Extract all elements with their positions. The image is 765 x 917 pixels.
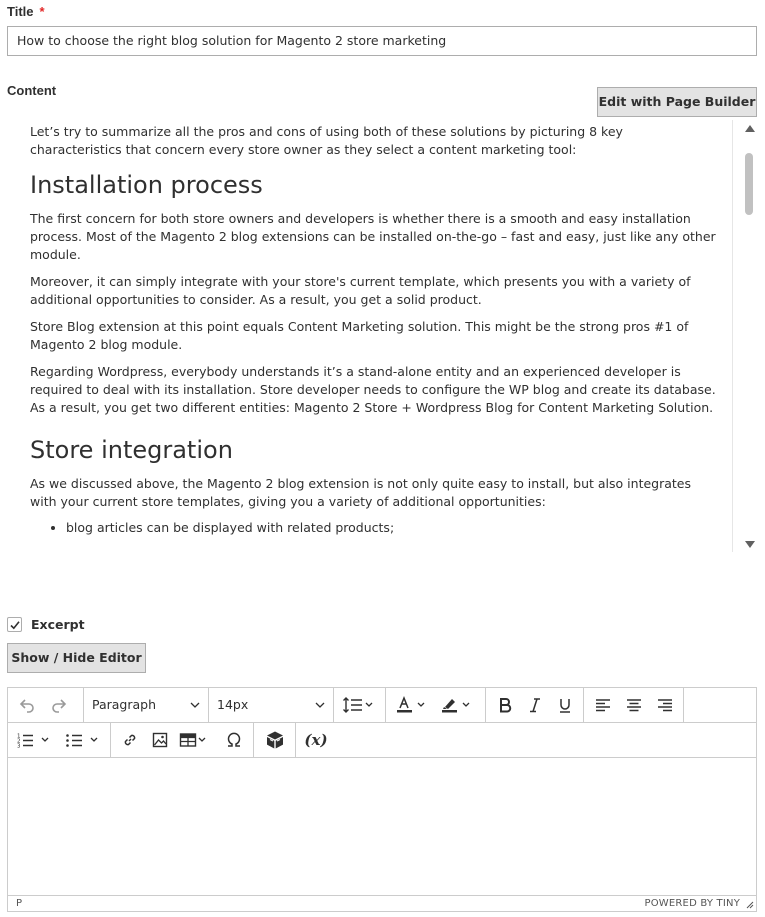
excerpt-checkbox[interactable] [7,617,22,632]
italic-button[interactable] [521,693,549,717]
line-height-group [334,688,386,722]
underline-button[interactable] [551,693,579,717]
numbered-list-button[interactable] [13,728,57,752]
content-preview-body [15,120,733,552]
widget-cube-icon [265,730,285,750]
chevron-down-icon [190,693,200,725]
font-size-select[interactable] [209,693,333,717]
content-list-item: • blog articles can be displayed with related products; [66,519,717,537]
align-left-icon [594,697,612,713]
align-center-icon [625,697,643,713]
bold-button[interactable] [491,693,519,717]
align-right-button[interactable] [651,693,679,717]
color-group [386,688,486,722]
bullet-list-button[interactable] [62,728,106,752]
history-group [8,688,84,722]
checkmark-icon [9,619,21,631]
content-paragraph: The first concern for both store owners and developers is whether there is a smooth and easy installation process. Most of the Magento 2 blog extensions can be installed on-the-go – fast and easy, just like any other module. [30,211,716,262]
line-height-button[interactable] [340,693,380,717]
image-icon [151,731,169,749]
content-paragraph: Store Blog extension at this point equals Content Marketing solution. This might be the strong pros #1 of Magento 2 blog module. [30,319,689,352]
resize-handle-icon[interactable] [744,899,754,914]
title-input[interactable]: How to choose the right blog solution for Magento 2 store marketing [7,26,757,56]
content-list [30,519,717,537]
content-paragraph: Moreover, it can simply integrate with your store's current template, which presents you with a variety of additional opportunities to consider. As a result, you get a solid product. [30,274,691,307]
show-hide-editor-button[interactable]: Show / Hide Editor [7,643,146,673]
content-label: Content [7,83,57,98]
font-size-group [209,688,334,722]
image-button[interactable] [146,728,174,752]
element-path[interactable]: P [16,898,23,909]
powered-by-tiny-link[interactable]: POWERED BY TINY [644,898,740,909]
insert-widget-button[interactable] [261,728,289,752]
table-button[interactable] [176,728,216,752]
widget-group [254,723,296,757]
highlight-color-button[interactable] [437,693,477,717]
toolbar-row-2 [8,723,756,758]
align-left-button[interactable] [589,693,617,717]
insert-variable-button[interactable]: (x) [304,731,328,749]
link-icon [121,731,139,749]
bullet-list-icon [64,731,104,749]
title-label-text: Title [7,4,34,19]
content-paragraph: Let’s try to summarize all the pros and cons of using both of these solutions by picturing 8 key characteristics that concern every store owner as they select a content marketing tool: [30,124,623,157]
text-color-button[interactable] [392,693,432,717]
align-right-icon [656,697,674,713]
italic-icon [527,696,543,714]
scroll-down-arrow-icon[interactable] [745,541,755,548]
chevron-down-icon [315,693,325,725]
svg-text:1: 1 [17,733,21,740]
link-button[interactable] [116,728,144,752]
excerpt-label: Excerpt [31,617,85,632]
svg-text:2: 2 [17,738,21,745]
special-character-button[interactable] [220,728,248,752]
variable-group [296,723,336,757]
required-mark: * [39,4,45,19]
title-label [7,4,45,19]
content-heading: Store integration [30,436,233,464]
svg-text:3: 3 [17,743,21,749]
content-heading: Installation process [30,171,263,199]
scroll-thumb[interactable] [745,153,753,215]
underline-icon [557,696,573,714]
block-format-group [84,688,209,722]
omega-icon [225,731,243,749]
text-style-group [486,688,584,722]
block-format-value: Paragraph [92,697,157,712]
highlighter-icon [439,695,475,715]
block-format-select[interactable] [84,693,208,717]
content-paragraph: As we discussed above, the Magento 2 blog extension is not only quite easy to install, but also integrates with your current store templates, giving you a variety of additional opportunities: [30,476,691,509]
table-icon [178,731,214,749]
editor-statusbar [8,895,756,911]
toolbar-row-1 [8,688,756,723]
redo-button[interactable] [45,693,73,717]
numbered-list-icon [15,731,55,749]
list-group [8,723,111,757]
insert-group [111,723,254,757]
content-preview[interactable] [15,120,757,552]
undo-icon [18,696,36,714]
edit-with-page-builder-button[interactable]: Edit with Page Builder [597,87,757,117]
text-color-icon [394,695,430,715]
bold-icon [497,696,513,714]
content-scrollbar[interactable] [743,120,757,552]
line-height-icon [342,695,378,715]
align-center-button[interactable] [620,693,648,717]
excerpt-editor [7,687,757,912]
font-size-value: 14px [217,697,249,712]
redo-icon [50,696,68,714]
alignment-group [584,688,684,722]
scroll-up-arrow-icon[interactable] [745,125,755,132]
content-paragraph: Regarding Wordpress, everybody understands it’s a stand-alone entity and an experienced developer is required to deal with its installation. Store developer needs to configure the WP blog and create its database. As a result, you get two different entities: Magento 2 Store + Wordpress Blog for Content Marketing Solution. [30,364,716,415]
undo-button[interactable] [13,693,41,717]
excerpt-editor-body[interactable] [8,758,756,895]
